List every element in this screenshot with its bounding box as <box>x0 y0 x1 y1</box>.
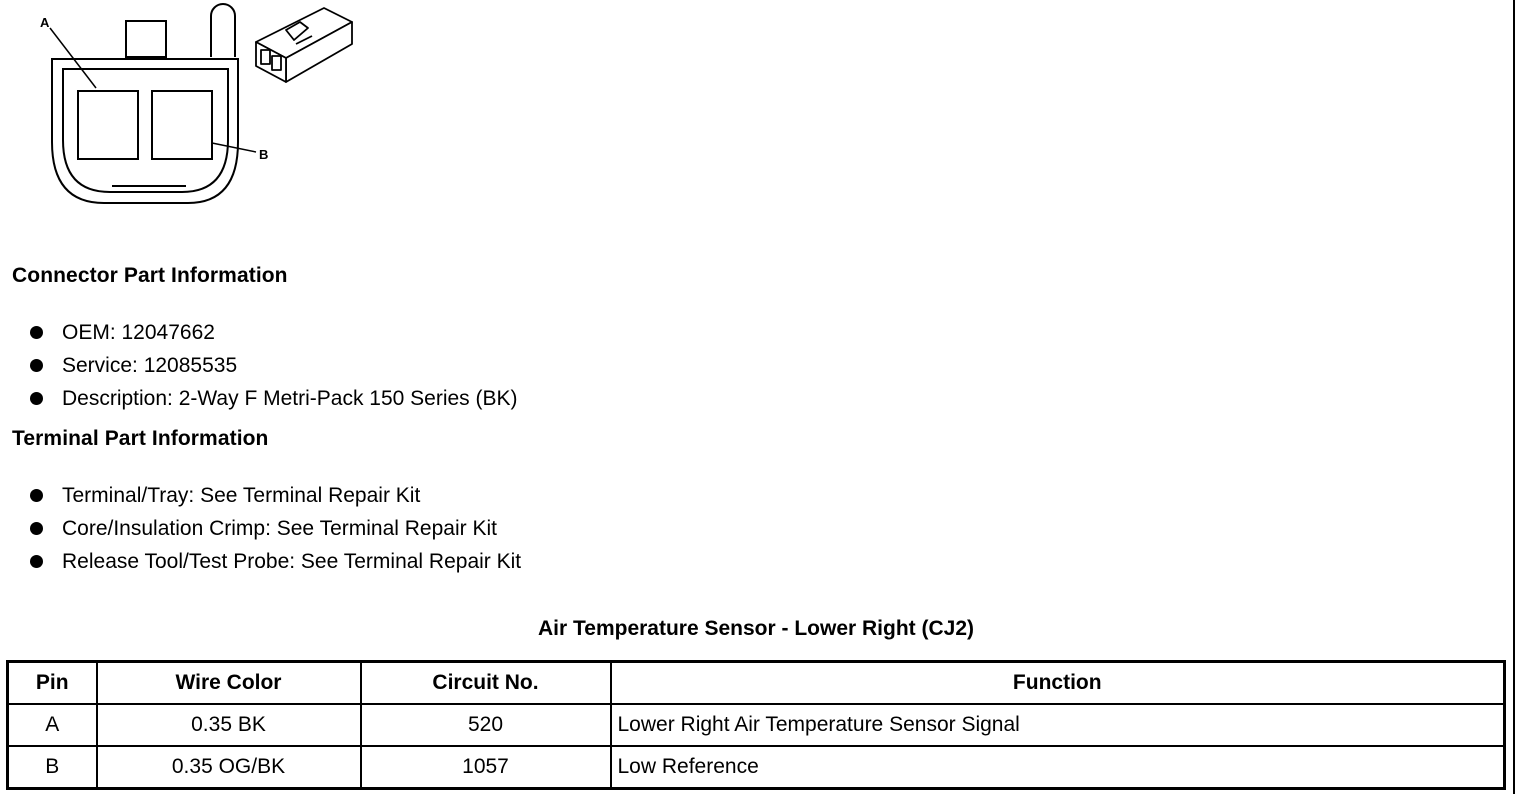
connector-face-view <box>50 4 256 203</box>
cell-pin: A <box>8 704 97 746</box>
list-item-text: Release Tool/Test Probe: See Terminal Repair Kit <box>62 550 522 573</box>
list-item-text: Description: 2-Way F Metri-Pack 150 Series (BK) <box>62 387 518 410</box>
header-wire-color: Wire Color <box>97 662 361 705</box>
bullet-icon <box>30 392 43 405</box>
table-row <box>8 704 1505 746</box>
bullet-icon <box>30 326 43 339</box>
cell-circuit-no: 520 <box>361 704 611 746</box>
list-item-text: OEM: 12047662 <box>62 321 215 344</box>
list-item <box>30 349 518 382</box>
cell-function: Lower Right Air Temperature Sensor Signal <box>611 704 1505 746</box>
pin-table <box>6 660 1506 790</box>
connector-face-diagram <box>0 0 380 215</box>
list-item-text: Terminal/Tray: See Terminal Repair Kit <box>62 484 421 507</box>
pin-a-label: A <box>40 15 50 30</box>
header-function: Function <box>611 662 1505 705</box>
header-circuit-no: Circuit No. <box>361 662 611 705</box>
list-item <box>30 382 518 415</box>
terminal-part-info-list <box>30 479 521 578</box>
cell-circuit-no: 1057 <box>361 746 611 789</box>
list-item <box>30 512 521 545</box>
bullet-icon <box>30 522 43 535</box>
terminal-part-info-heading: Terminal Part Information <box>12 427 269 450</box>
cell-function: Low Reference <box>611 746 1505 789</box>
bullet-icon <box>30 359 43 372</box>
table-header-row <box>8 662 1505 705</box>
list-item <box>30 545 521 578</box>
bullet-icon <box>30 555 43 568</box>
table-row <box>8 746 1505 789</box>
connector-isometric-view <box>256 8 352 82</box>
cell-wire-color: 0.35 BK <box>97 704 361 746</box>
header-pin: Pin <box>8 662 97 705</box>
pin-table-title: Air Temperature Sensor - Lower Right (CJ2) <box>537 617 975 640</box>
list-item <box>30 479 521 512</box>
pin-b-label: B <box>259 147 269 162</box>
cell-wire-color: 0.35 OG/BK <box>97 746 361 789</box>
connector-part-info-list <box>30 316 518 415</box>
connector-part-info-heading: Connector Part Information <box>12 264 288 287</box>
page-right-border <box>1513 0 1515 794</box>
cell-pin: B <box>8 746 97 789</box>
list-item-text: Service: 12085535 <box>62 354 238 377</box>
list-item-text: Core/Insulation Crimp: See Terminal Repair Kit <box>62 517 497 540</box>
bullet-icon <box>30 489 43 502</box>
list-item <box>30 316 518 349</box>
